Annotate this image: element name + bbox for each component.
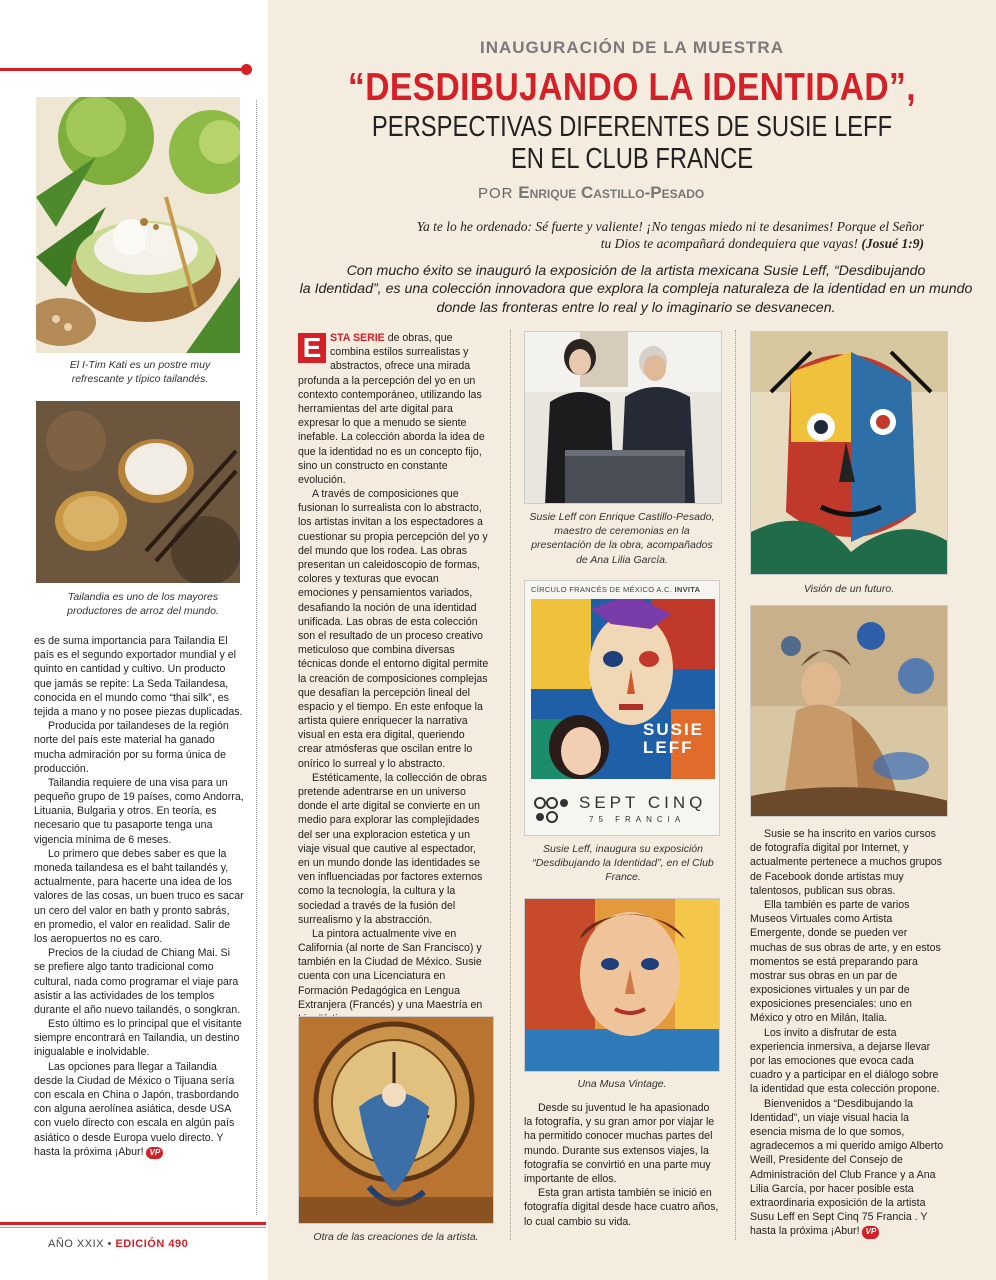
- intro-line: la Identidad”, es una colección innovadora que explora la compleja naturaleza de la identidad en un mundo: [299, 281, 973, 298]
- event-photo-caption: Susie Leff con Enrique Castillo-Pesado, maestro de ceremonias en la presentación de la obra, acompañados de Ana Lilia García.: [529, 511, 715, 566]
- column-1-paragraph: Estéticamente, la collección de obras pretende adentrarse en un universo donde el arte digital se convierte en un medio para explorar las complejidades del ser una exploracion estetica y un viaje visual que cautive al espectador, en un mundo donde las identidades se ven influenciadas por factores externos como la tecnología, la cultura y la sociedad a través de la fusión del surrealismo y la abstracción.: [298, 771, 487, 926]
- column-1-paragraph: A través de composiciones que fusionan lo surrealista con lo abstracto, los artistas invitan a los espectadores a cuestionar su propia percepción del yo y del mundo que los rodea. Las obras presentan un caleidoscopio de formas, colores y texturas que evocan emociones y pensamientos variados, desafiando la noción de una identidad unificada. Las obras de esta colección son el resultado de un proceso creativo meticuloso que combina diversas técnicas donde el entorno digital permite la creación de composiciones complejas que desafían la percepción lineal del espacio y el tiempo. En este enfoque la artista quiere enriquecer la narrativa visual en esta era digital, queriendo crear atmósferas que oscilan entre lo onírico lo surreal y lo abstracto.: [298, 488, 489, 770]
- left-paragraph: Tailandia requiere de una visa para un pequeño grupo de 19 países, como Andorra, Lituania, Bulgaria y otros. En teoría, es necesario que tu pasaporte tenga una vigencia mínima de 6 meses.: [34, 776, 244, 846]
- column-divider: [256, 100, 257, 1215]
- venue-subtitle: 75 FRANCIA: [589, 815, 686, 824]
- red-rule-dot: [241, 64, 252, 75]
- invitation-organizer: CÍRCULO FRANCÉS DE MÉXICO A.C.: [531, 585, 673, 594]
- year-label: AÑO XXIX •: [48, 1238, 112, 1250]
- opening-text: de obras, que combina estilos surrealistas y abstractos, ofrece una mirada profunda a la percepción del yo en un contexto contemporáneo, utilizando las herramientas del arte digital para expresar lo que a menudo se siente inefable. La colección aborda la idea de que la identidad no es un concepto fijo, sino un constructo en constante evolución.: [298, 332, 485, 486]
- left-paragraph: [34, 1060, 244, 1160]
- musa-vintage-artwork: [524, 898, 720, 1072]
- event-photo: [524, 331, 722, 504]
- column-3-paragraph: Susie se ha inscrito en varios cursos de fotografía digital por Internet, y actualmente pertenece a muchos grupos de Facebook donde artistas muy talentosos, publican sus obras.: [750, 828, 942, 897]
- venue-name: SEPT CINQ: [579, 793, 707, 812]
- headline: “DESDIBUJANDO LA IDENTIDAD”,: [348, 66, 916, 109]
- left-paragraph: Producida por tailandeses de la región norte del país este material ha ganado mucha admiración por su forma única de producción.: [34, 720, 229, 775]
- coconut-dessert-photo: [36, 97, 240, 353]
- invitation-name-line: LEFF: [643, 737, 694, 757]
- dessert-caption: El I-Tim Kati es un postre muy refrescante y típico tailandés.: [69, 359, 211, 386]
- left-paragraph: es de suma importancia para Tailandia El país es el segundo exportador mundial y el quinto en cantidad y cultivo. Un producto que jamás se repite: La Seda Tailandesa, conocida en el mundo como “thai silk”, es tejida a mano y no posee piezas duplicadas.: [34, 635, 243, 718]
- subheadline-line-2: EN EL CLUB FRANCE: [510, 143, 754, 175]
- byline-por: POR: [478, 185, 514, 202]
- byline: [268, 183, 996, 203]
- column-3-text: [750, 827, 946, 1239]
- left-paragraph-text: Las opciones para llegar a Tailandia desde la Ciudad de México o Tijuana sería con escala en China o Japón, trasbordando con alguna aerolínea asiática, desde USA con vuelo directo con escala en algún país asiático o desde Europa vuelo directo. Y hasta la próxima ¡Abur!: [34, 1060, 239, 1158]
- drop-cap: E: [298, 333, 326, 363]
- column-1-paragraph: La pintora actualmente vive en California (al norte de San Francisco) y también en la Ciudad de México. Susie cuenta con una Licenciatura en Formación Pedagógica en Lengua Extranjera (Francés) y una Maestría en: [298, 927, 483, 1011]
- column-divider: [735, 330, 736, 1240]
- epigraph-quote: [300, 219, 924, 253]
- column-3-paragraph: [750, 1097, 946, 1239]
- clock-artwork-caption: Otra de las creaciones de la artista.: [313, 1231, 479, 1243]
- subheadline-line-1: PERSPECTIVAS DIFERENTES DE SUSIE LEFF: [371, 111, 893, 143]
- quote-reference: (Josué 1:9): [861, 235, 924, 251]
- intro-line: donde las fronteras entre lo real y lo imaginario se desvanecen.: [436, 299, 836, 316]
- edition-label: [48, 1238, 188, 1250]
- vp-logo: VP: [146, 1147, 163, 1160]
- rice-caption: Tailandia es uno de los mayores productores de arroz del mundo.: [67, 591, 219, 618]
- invitation-caption: Susie Leff, inaugura su exposición “Desdibujando la Identidad”, en el Club France.: [532, 843, 714, 884]
- vision-caption: Visión de un futuro.: [803, 583, 895, 595]
- vp-logo: VP: [862, 1226, 879, 1239]
- opening-paragraph: [298, 331, 490, 487]
- footer-rule: [0, 1222, 266, 1225]
- column-divider: [510, 330, 511, 1240]
- quote-line: Ya te lo he ordenado: Sé fuerte y valiente! ¡No tengas miedo ni te desanimes! Porque el Señor: [416, 219, 924, 234]
- column-3-paragraph: Ella también es parte de varios Museos Virtuales como Artista Emergente, donde se pueden ver muchas de sus obras de arte, y en estos momentos se está preparando para mostrar sus obras en un par de exposiciones virtuales y un par de exposiciones presenciales: uno en México y otro en Milán, Italia.: [750, 898, 941, 1025]
- vision-artwork: [750, 331, 948, 575]
- quote-line-text: tu Dios te acompañará dondequiera que vayas!: [600, 235, 858, 251]
- left-article-text: [34, 634, 244, 1159]
- intro-line: Con mucho éxito se inauguró la exposición de la artista mexicana Susie Leff, “Desdibujando: [346, 263, 926, 279]
- column-3-paragraph-text: Bienvenidos a “Desdibujando la Identidad”, un viaje visual hacia la esencia misma de lo que somos, agradecemos a mi querido amigo Alberto Weill, Presidente del Consejo de Administración del Club France y a Ana Lilia García, por hacer posible esta extraordinaria exposición de la artista Susu Leff en Sept Cinq 75 Francia . Y hasta la próxima ¡Abur!: [750, 1097, 944, 1238]
- exhibition-invitation: [524, 580, 720, 836]
- invitation-name-line: SUSIE: [643, 720, 705, 739]
- left-paragraph: Precios de la ciudad de Chiang Mai. Si se prefiere algo tanto tradicional como cultural, nada como programar el viaje para asistir a las actividades de los templos durante el año nuevo tailandés, o songkran.: [34, 947, 241, 1016]
- invitation-venue-logo: [531, 789, 715, 833]
- left-paragraph: Esto último es lo principal que el visitante siempre encontrará en Tailandia, un destino inigualable e inolvidable.: [34, 1018, 242, 1059]
- lead-in: STA SERIE: [330, 332, 385, 344]
- column-2-paragraph: Desde su juventud le ha apasionado la fotografía, y su gran amor por viajar le ha permitido conocer muchas partes del mundo. Durante sus extensos viajes, la fotografía se convirtió en una parte muy importante de ellos.: [524, 1102, 715, 1185]
- footer-rule-thin: [0, 1227, 266, 1228]
- invitation-invita: INVITA: [674, 585, 701, 594]
- left-paragraph: Lo primero que debes saber es que la moneda tailandesa es el baht tailandés y, actualmente, para hacerte una idea de los valores de las cosas, un buen truco es sacar un cero del valor en bath y pronto sabrás, en promedio, el valor en realidad. Salir de los aeropuertos no es caro.: [34, 847, 244, 945]
- column-2-text: [524, 1101, 720, 1229]
- quote-line: [300, 236, 924, 253]
- red-rule: [0, 68, 244, 71]
- edition-number: EDICIÓN 490: [115, 1238, 189, 1250]
- rice-photo: [36, 401, 240, 583]
- column-2-paragraph: Esta gran artista también se inició en fotografía digital desde hace cuatro años, lo cual cambio su vida.: [524, 1187, 719, 1228]
- invitation-header: [531, 585, 700, 594]
- kicker: INAUGURACIÓN DE LA MUESTRA: [480, 38, 784, 57]
- column-1-text: [298, 331, 490, 1026]
- intro-paragraph: [296, 262, 976, 317]
- musa-vintage-caption: Una Musa Vintage.: [577, 1078, 667, 1090]
- column-3-paragraph: Los invito a disfrutar de esta experiencia inmersiva, a dejarse llevar por las emociones que evoca cada cuadro y a participar en el diálogo sobre la identidad que esta colección propone.: [750, 1026, 940, 1096]
- byline-author: Enrique Castillo-Pesado: [518, 183, 705, 202]
- invitation-artist-name: [643, 721, 704, 757]
- clock-artwork: [298, 1016, 494, 1224]
- surreal-artwork: [750, 605, 948, 817]
